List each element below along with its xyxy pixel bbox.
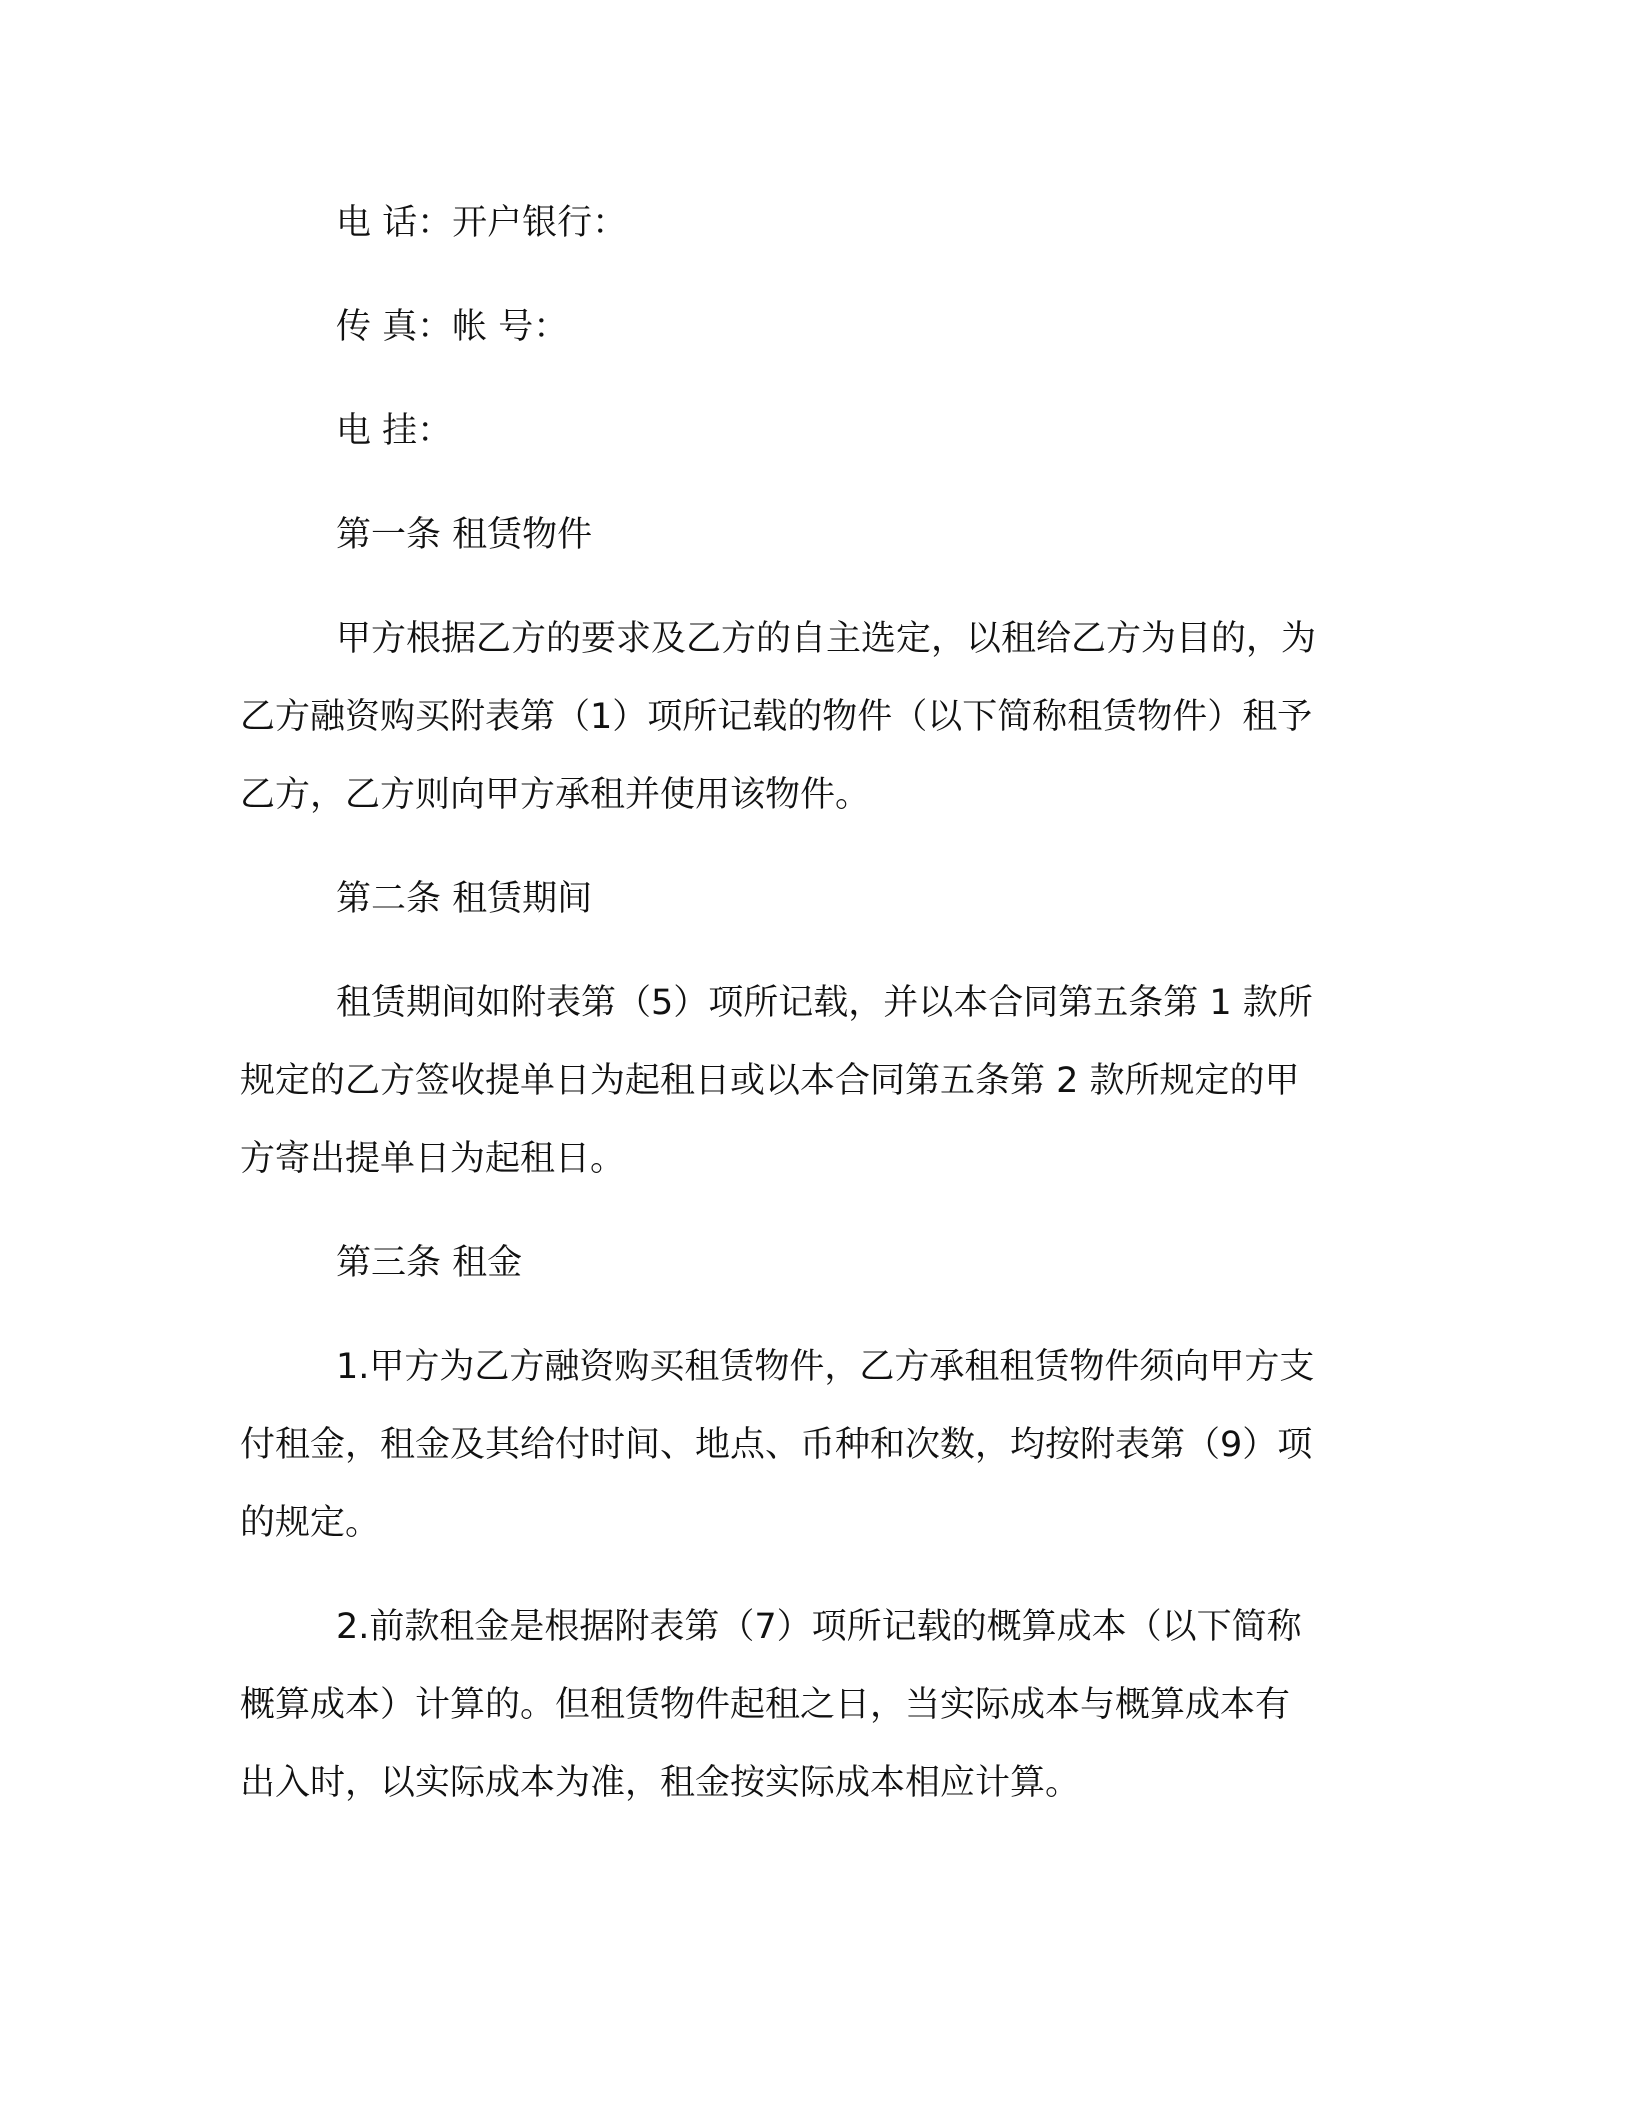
paragraph-line: 1.甲方为乙方融资购买租赁物件，乙方承租租赁物件须向甲方支 [336,1347,1315,1387]
paragraph-line: 乙方融资购买附表第（1）项所记载的物件（以下简称租赁物件）租予 [240,697,1313,737]
section-heading-3: 第三条 租金 [336,1243,523,1283]
header-phone-bank: 电 话：开户银行： [336,203,628,243]
section-heading-2: 第二条 租赁期间 [336,879,593,919]
section-1-paragraph-1 [240,600,1375,834]
paragraph-line: 规定的乙方签收提单日为起租日或以本合同第五条第 2 款所规定的甲 [240,1061,1300,1101]
header-cable: 电 挂： [336,411,453,451]
paragraph-line: 的规定。 [240,1503,381,1543]
paragraph-line: 方寄出提单日为起租日。 [240,1139,626,1179]
paragraph-line: 甲方根据乙方的要求及乙方的自主选定，以租给乙方为目的，为 [336,619,1317,659]
document-body [240,184,1375,1822]
section-heading-1: 第一条 租赁物件 [336,515,593,555]
header-fax-account: 传 真：帐 号： [336,307,569,347]
paragraph-line: 出入时，以实际成本为准，租金按实际成本相应计算。 [240,1763,1081,1803]
paragraph-line: 付租金，租金及其给付时间、地点、币种和次数，均按附表第（9）项 [240,1425,1313,1465]
section-3-paragraph-2 [240,1588,1375,1822]
paragraph-line: 2.前款租金是根据附表第（7）项所记载的概算成本（以下简称 [336,1607,1302,1647]
section-2-paragraph-1 [240,964,1375,1198]
paragraph-line: 概算成本）计算的。但租赁物件起租之日，当实际成本与概算成本有 [240,1685,1291,1725]
section-3-paragraph-1 [240,1328,1375,1562]
paragraph-line: 乙方，乙方则向甲方承租并使用该物件。 [240,775,871,815]
paragraph-line: 租赁期间如附表第（5）项所记载，并以本合同第五条第 1 款所 [336,983,1313,1023]
